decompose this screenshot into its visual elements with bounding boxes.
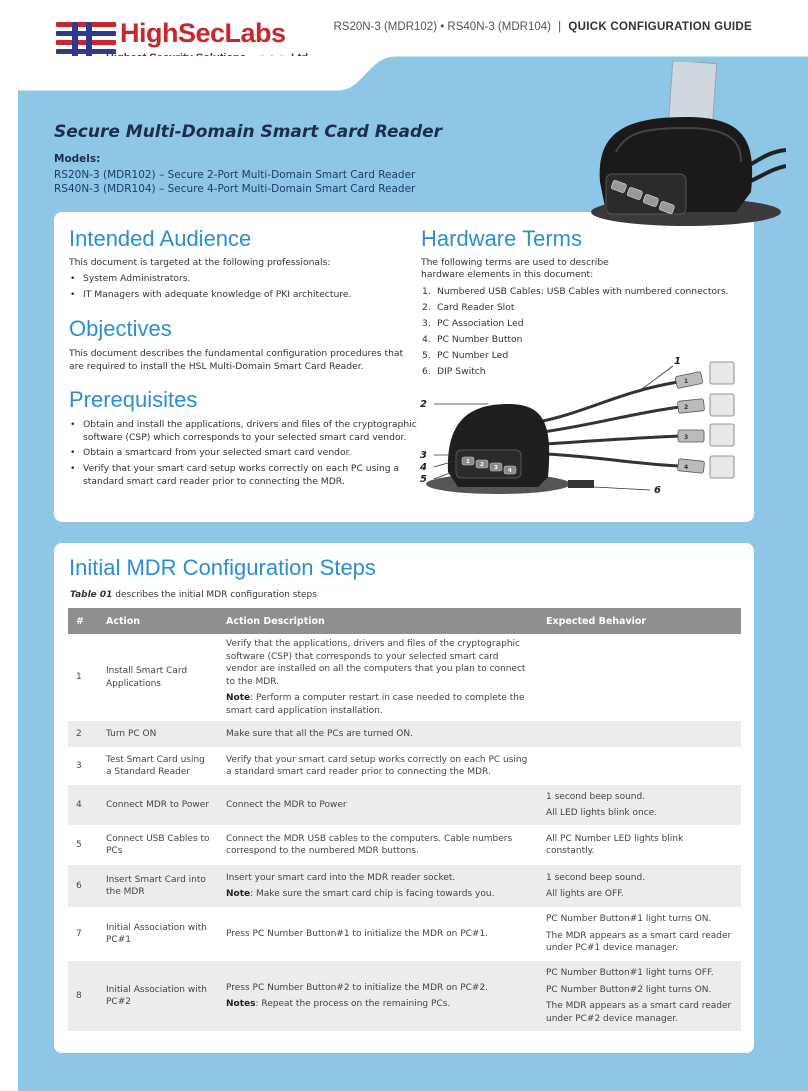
table-row	[68, 721, 741, 747]
prerequisite-item	[83, 418, 417, 444]
term-number: 5.	[422, 350, 431, 361]
term-text: DIP Switch	[437, 366, 486, 377]
description-note	[226, 888, 530, 901]
step-action: Turn PC ON	[98, 721, 218, 747]
term-number: 6.	[422, 366, 431, 377]
step-expected	[538, 825, 741, 865]
step-description: Press PC Number Button#1 to initialize the MDR on PC#1.	[226, 928, 489, 939]
cable-number: 2	[684, 404, 689, 411]
term-text: Card Reader Slot	[437, 302, 515, 313]
step-action: Install Smart Card Applications	[106, 666, 188, 689]
note-label: Notes	[226, 999, 256, 1009]
hardware-term	[422, 301, 515, 314]
step-number: 7	[76, 928, 82, 939]
header-guide-info	[333, 21, 752, 33]
step-number: 5	[76, 839, 82, 850]
callout-label: 4	[420, 462, 427, 473]
description-note	[226, 998, 530, 1011]
button-number: 2	[480, 462, 484, 468]
button-number: 1	[466, 459, 470, 465]
model-desc: – Secure 2-Port Multi-Domain Smart Card Reader	[155, 169, 416, 181]
step-number: 1	[76, 672, 82, 683]
cable-number: 1	[684, 378, 689, 385]
expected-line: PC Number Button#2 light turns ON.	[546, 984, 712, 995]
table-row	[68, 634, 741, 721]
note-text: : Perform a computer restart in case needed to complete the smart card application installation.	[226, 693, 525, 716]
hardware-term	[422, 333, 523, 346]
step-number: 4	[68, 785, 98, 825]
col-header: Action	[98, 608, 218, 634]
step-description: Connect the MDR to Power	[218, 785, 538, 825]
hardware-diagram	[418, 352, 748, 502]
step-expected	[538, 747, 741, 785]
note-text: : Make sure the smart card chip is facing towards you.	[250, 889, 495, 899]
description-text: Verify that the applications, drivers and files of the cryptographic software (CSP) that corresponds to your selected smart card vendor are installed on all the computers that you plan to connect to the MDR.	[226, 639, 526, 687]
description-text: Insert your smart card into the MDR reader socket.	[226, 872, 456, 883]
model-line-2	[54, 183, 415, 195]
col-header: #	[68, 608, 98, 634]
term-text: PC Number Button	[437, 334, 523, 345]
logo-name: HighSecLabs	[120, 18, 286, 48]
step-expected	[538, 634, 741, 721]
expected-line: PC Number Button#1 light turns ON.	[546, 914, 712, 925]
note-label: Note	[226, 889, 251, 899]
prerequisite-item: • Obtain a smartcard from your selected smart card vendor.	[83, 446, 351, 459]
objectives-heading: Objectives	[69, 316, 172, 341]
audience-item: • System Administrators.	[83, 272, 191, 285]
step-action: Insert Smart Card into the MDR	[98, 865, 218, 907]
header-separator: |	[558, 21, 562, 33]
step-description: Verify that your smart card setup works correctly on each PC using a standard smart card reader prior to connecting the MDR.	[226, 754, 528, 777]
callout-label: 1	[674, 356, 681, 367]
col-header: Action Description	[218, 608, 538, 634]
expected-line: All PC Number LED lights blink constantly.	[546, 833, 684, 856]
audience-item: • IT Managers with adequate knowledge of PKI architecture.	[83, 288, 351, 301]
step-expected	[538, 961, 741, 1031]
cable-number: 4	[684, 464, 689, 471]
hardware-terms-heading: Hardware Terms	[421, 226, 582, 251]
step-number: 3	[76, 760, 82, 771]
hardware-term	[422, 317, 524, 330]
term-number: 1.	[422, 286, 431, 297]
prerequisite-line: • Verify that your smart card setup works correctly on each PC using a	[83, 463, 400, 474]
model-desc: – Secure 4-Port Multi-Domain Smart Card Reader	[155, 183, 416, 195]
table-row	[68, 747, 741, 785]
step-number: 6	[68, 865, 98, 907]
step-description: Make sure that all the PCs are turned ON.	[218, 721, 538, 747]
step-action: Test Smart Card using a Standard Reader	[106, 754, 205, 777]
description-text: Press PC Number Button#2 to initialize the MDR on PC#2.	[226, 982, 489, 993]
cable-number: 3	[684, 434, 689, 441]
step-description	[218, 865, 538, 907]
callout-label: 6	[654, 485, 661, 496]
config-steps-table	[68, 608, 741, 1031]
expected-line: PC Number Button#1 light turns OFF.	[546, 968, 714, 978]
step-expected	[538, 865, 741, 907]
col-header: Expected Behavior	[538, 608, 741, 634]
term-number: 2.	[422, 302, 431, 313]
document-title: Secure Multi-Domain Smart Card Reader	[54, 122, 443, 142]
term-text: PC Number Led	[437, 350, 509, 361]
callout-label: 3	[420, 450, 427, 461]
step-number: 8	[68, 961, 98, 1031]
table-ref: Table 01	[70, 590, 113, 600]
table-row	[68, 825, 741, 865]
callout-label: 2	[420, 399, 427, 410]
card-reader-photo	[586, 62, 786, 232]
expected-line: All LED lights blink once.	[546, 808, 658, 818]
step-description	[218, 961, 538, 1031]
model-line-1	[54, 169, 415, 181]
intended-audience-heading: Intended Audience	[69, 226, 252, 251]
prerequisites-heading: Prerequisites	[69, 387, 198, 412]
step-expected	[538, 785, 741, 825]
step-description: Connect the MDR USB cables to the computers. Cable numbers correspond to the numbered MDR buttons.	[226, 833, 513, 856]
objectives-text-2: are required to install the HSL Multi-Domain Smart Card Reader.	[69, 361, 364, 372]
step-number: 2	[68, 721, 98, 747]
step-description	[218, 634, 538, 721]
table-row	[68, 865, 741, 907]
table-row	[68, 961, 741, 1031]
callout-label: 5	[420, 474, 427, 485]
objectives-text-1: This document describes the fundamental configuration procedures that	[69, 348, 404, 359]
config-heading: Initial MDR Configuration Steps	[69, 555, 376, 580]
button-number: 3	[494, 465, 498, 471]
header-models: RS20N-3 (MDR102) • RS40N-3 (MDR104)	[333, 21, 551, 33]
prerequisite-item	[83, 462, 399, 488]
prerequisite-line: software (CSP) which corresponds to your selected smart card vendor.	[83, 432, 407, 443]
expected-line: The MDR appears as a smart card reader under PC#1 device manager.	[546, 930, 732, 954]
model-code: RS40N-3 (MDR104)	[54, 183, 156, 195]
step-expected	[538, 907, 741, 961]
table-row	[68, 785, 741, 825]
table-caption	[70, 590, 317, 600]
model-code: RS20N-3 (MDR102)	[54, 169, 156, 181]
term-number: 4.	[422, 334, 431, 345]
prerequisite-line: • Obtain and install the applications, drivers and files of the cryptographic	[83, 419, 417, 430]
guide-title: QUICK CONFIGURATION GUIDE	[568, 21, 752, 33]
step-action: Initial Association with PC#2	[98, 961, 218, 1031]
step-expected	[538, 721, 741, 747]
step-action: Connect MDR to Power	[98, 785, 218, 825]
expected-line: 1 second beep sound.	[546, 872, 646, 883]
hardware-term	[422, 285, 729, 298]
term-text: PC Association Led	[437, 318, 524, 329]
table-row	[68, 907, 741, 961]
prerequisite-line: standard smart card reader prior to connecting the MDR.	[83, 476, 345, 487]
step-action: Connect USB Cables to PCs	[106, 833, 210, 856]
hardware-intro-1: The following terms are used to describe	[421, 257, 609, 268]
step-action: Initial Association with PC#1	[106, 922, 207, 945]
button-number: 4	[508, 468, 512, 474]
table-caption-text: describes the initial MDR configuration steps	[112, 590, 317, 600]
models-heading: Models:	[54, 153, 101, 165]
hardware-intro-2: hardware elements in this document:	[421, 269, 594, 280]
expected-line: 1 second beep sound.	[546, 791, 646, 802]
audience-intro: This document is targeted at the following professionals:	[69, 257, 331, 268]
table-header-row	[68, 608, 741, 634]
note-text: : Repeat the process on the remaining PCs.	[255, 999, 451, 1009]
expected-line: All lights are OFF.	[546, 889, 624, 899]
term-number: 3.	[422, 318, 431, 329]
note-label: Note	[226, 693, 251, 703]
term-text: Numbered USB Cables: USB Cables with numbered connectors.	[437, 286, 729, 297]
expected-line: The MDR appears as a smart card reader under PC#2 device manager.	[546, 1001, 732, 1024]
description-note	[226, 692, 530, 717]
